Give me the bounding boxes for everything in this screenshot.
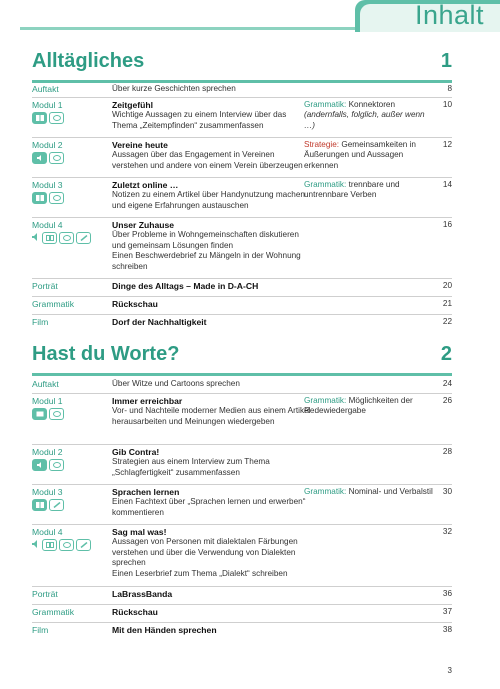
speech-bubble-icon (49, 152, 64, 164)
row-page: 8 (447, 84, 452, 93)
row-page: 22 (442, 317, 452, 326)
row-label: Grammatik (32, 299, 75, 309)
row-title: Rückschau (112, 299, 158, 309)
toc-row-grammatik[interactable] (32, 296, 452, 315)
chapter-1 (0, 50, 500, 340)
page-title: Inhalt (414, 0, 484, 30)
row-desc: Aussagen von Personen mit dialektalen Färbungen verstehen und über die Verwendung von Dialekten sprechen (112, 537, 298, 568)
speech-bubble-icon (49, 112, 64, 124)
skill-icons (32, 459, 64, 471)
audio-icon (32, 152, 47, 164)
row-desc: Vor- und Nachteile moderner Medien aus einem Artikel herausarbeiten und Meinungen wiedergeben (112, 406, 311, 426)
row-title: Sag mal was! (112, 527, 167, 537)
row-page: 20 (442, 281, 452, 290)
grammar-text: Konnektoren (348, 100, 396, 109)
row-page: 28 (442, 447, 452, 456)
speech-bubble-icon (59, 539, 74, 551)
audio-icon (32, 459, 47, 471)
row-title: Mit den Händen sprechen (112, 625, 217, 635)
chapter-2 (0, 343, 500, 643)
pencil-icon (49, 499, 64, 511)
row-page: 24 (442, 379, 452, 388)
toc-row-modul-1[interactable] (32, 393, 452, 444)
row-label: Modul 1 (32, 100, 63, 110)
skill-icons (32, 232, 91, 244)
toc-row-auftakt[interactable] (32, 82, 452, 98)
row-page: 32 (442, 527, 452, 536)
speaker-icon (32, 232, 40, 242)
skill-icons (32, 192, 64, 204)
row-label: Modul 3 (32, 180, 63, 190)
row-title: Gib Contra! (112, 447, 160, 457)
pencil-icon (76, 232, 91, 244)
row-title: Vereine heute (112, 140, 168, 150)
row-desc: Über kurze Geschichten sprechen (112, 84, 236, 93)
row-label: Modul 2 (32, 140, 63, 150)
chapter-number: 2 (440, 343, 452, 365)
toc-row-modul-3[interactable] (32, 177, 452, 218)
row-label: Modul 3 (32, 487, 63, 497)
toc-row-portraet[interactable] (32, 278, 452, 297)
row-desc-2: Einen Beschwerdebrief zu Mängeln in der Wohnung schreiben (112, 251, 301, 271)
row-label: Grammatik (32, 607, 75, 617)
row-desc: Notizen zu einem Artikel über Handynutzung machen und eigene Erfahrungen austauschen (112, 190, 305, 210)
row-desc: Über Witze und Cartoons sprechen (112, 379, 240, 388)
row-desc: Wichtige Aussagen zu einem Interview über das Thema „Zeitempfinden“ zusammenfassen (112, 110, 287, 130)
pencil-icon (76, 539, 91, 551)
grammar-extra: (andernfalls, folglich, außer wenn …) (304, 110, 425, 130)
row-page: 12 (442, 140, 452, 149)
toc-row-modul-4[interactable] (32, 524, 452, 591)
row-page: 38 (442, 625, 452, 634)
toc-row-film[interactable] (32, 314, 452, 333)
row-label: Film (32, 317, 49, 327)
row-page: 14 (442, 180, 452, 189)
book-icon (42, 539, 57, 551)
book-icon (32, 499, 47, 511)
grammar-text: Möglichkeiten der Redewiedergabe (304, 396, 413, 416)
toc-row-modul-2[interactable] (32, 444, 452, 485)
strategy-text: Gemeinsamkeiten in Äußerungen und Aussagen erkennen (304, 140, 416, 170)
row-title: Zeitgefühl (112, 100, 154, 110)
grammar-key: Grammatik: (304, 180, 347, 189)
speech-bubble-icon (49, 459, 64, 471)
row-desc: Aussagen über das Engagement in Vereinen verstehen und andere von einem Verein überzeugen (112, 150, 303, 170)
row-title: LaBrassBanda (112, 589, 173, 599)
toc-row-modul-2[interactable] (32, 137, 452, 178)
row-title: Unser Zuhause (112, 220, 175, 230)
row-label: Film (32, 625, 49, 635)
row-desc-2: Einen Leserbrief zum Thema „Dialekt“ schreiben (112, 568, 288, 578)
row-label: Auftakt (32, 84, 59, 94)
speech-bubble-icon (49, 408, 64, 420)
book-icon (32, 112, 47, 124)
row-title: Dorf der Nachhaltigkeit (112, 317, 207, 327)
speaker-icon (32, 539, 40, 549)
toc-row-modul-4[interactable] (32, 217, 452, 276)
row-label: Auftakt (32, 379, 59, 389)
toc-row-modul-1[interactable] (32, 97, 452, 138)
grammar-text: trennbare und untrennbare Verben (304, 180, 400, 200)
row-page: 10 (442, 100, 452, 109)
row-page: 21 (442, 299, 452, 308)
row-page: 26 (442, 396, 452, 405)
row-title: Immer erreichbar (112, 396, 183, 406)
skill-icons (32, 499, 64, 511)
page-header (0, 0, 500, 32)
row-page: 37 (442, 607, 452, 616)
row-title: Sprachen lernen (112, 487, 180, 497)
strategy-key: Strategie: (304, 140, 340, 149)
row-label: Porträt (32, 281, 58, 291)
row-label: Modul 1 (32, 396, 63, 406)
chapter-number: 1 (440, 50, 452, 72)
video-icon (32, 408, 47, 420)
skill-icons (32, 152, 64, 164)
toc-row-modul-3[interactable] (32, 484, 452, 525)
row-title: Dinge des Alltags – Made in D-A-CH (112, 281, 259, 291)
skill-icons (32, 112, 64, 124)
page-number: 3 (447, 666, 452, 675)
row-label: Modul 4 (32, 527, 63, 537)
row-title: Rückschau (112, 607, 158, 617)
book-icon (42, 232, 57, 244)
skill-icons (32, 539, 91, 551)
grammar-text: Nominal- und Verbalstil (348, 487, 433, 496)
row-page: 16 (442, 220, 452, 229)
toc-row-portraet[interactable] (32, 586, 452, 605)
row-page: 30 (442, 487, 452, 496)
toc-row-auftakt[interactable] (32, 377, 452, 393)
grammar-key: Grammatik: (304, 396, 347, 405)
speech-bubble-icon (59, 232, 74, 244)
chapter-title: Hast du Worte? (32, 343, 180, 365)
row-label: Porträt (32, 589, 58, 599)
book-icon (32, 192, 47, 204)
row-desc: Einen Fachtext über „Sprachen lernen und erwerben“ kommentieren (112, 497, 306, 517)
toc-row-film[interactable] (32, 622, 452, 641)
row-desc: Strategien aus einem Interview zum Thema „Schlagfertigkeit“ zusammenfassen (112, 457, 270, 477)
speech-bubble-icon (49, 192, 64, 204)
chapter-title: Alltägliches (32, 50, 145, 72)
row-page: 36 (442, 589, 452, 598)
row-label: Modul 4 (32, 220, 63, 230)
row-title: Zuletzt online … (112, 180, 179, 190)
row-desc: Über Probleme in Wohngemeinschaften diskutieren und gemeinsam Lösungen finden (112, 230, 299, 250)
skill-icons (32, 408, 64, 420)
toc-row-grammatik[interactable] (32, 604, 452, 623)
grammar-key: Grammatik: (304, 100, 347, 109)
row-label: Modul 2 (32, 447, 63, 457)
grammar-key: Grammatik: (304, 487, 347, 496)
